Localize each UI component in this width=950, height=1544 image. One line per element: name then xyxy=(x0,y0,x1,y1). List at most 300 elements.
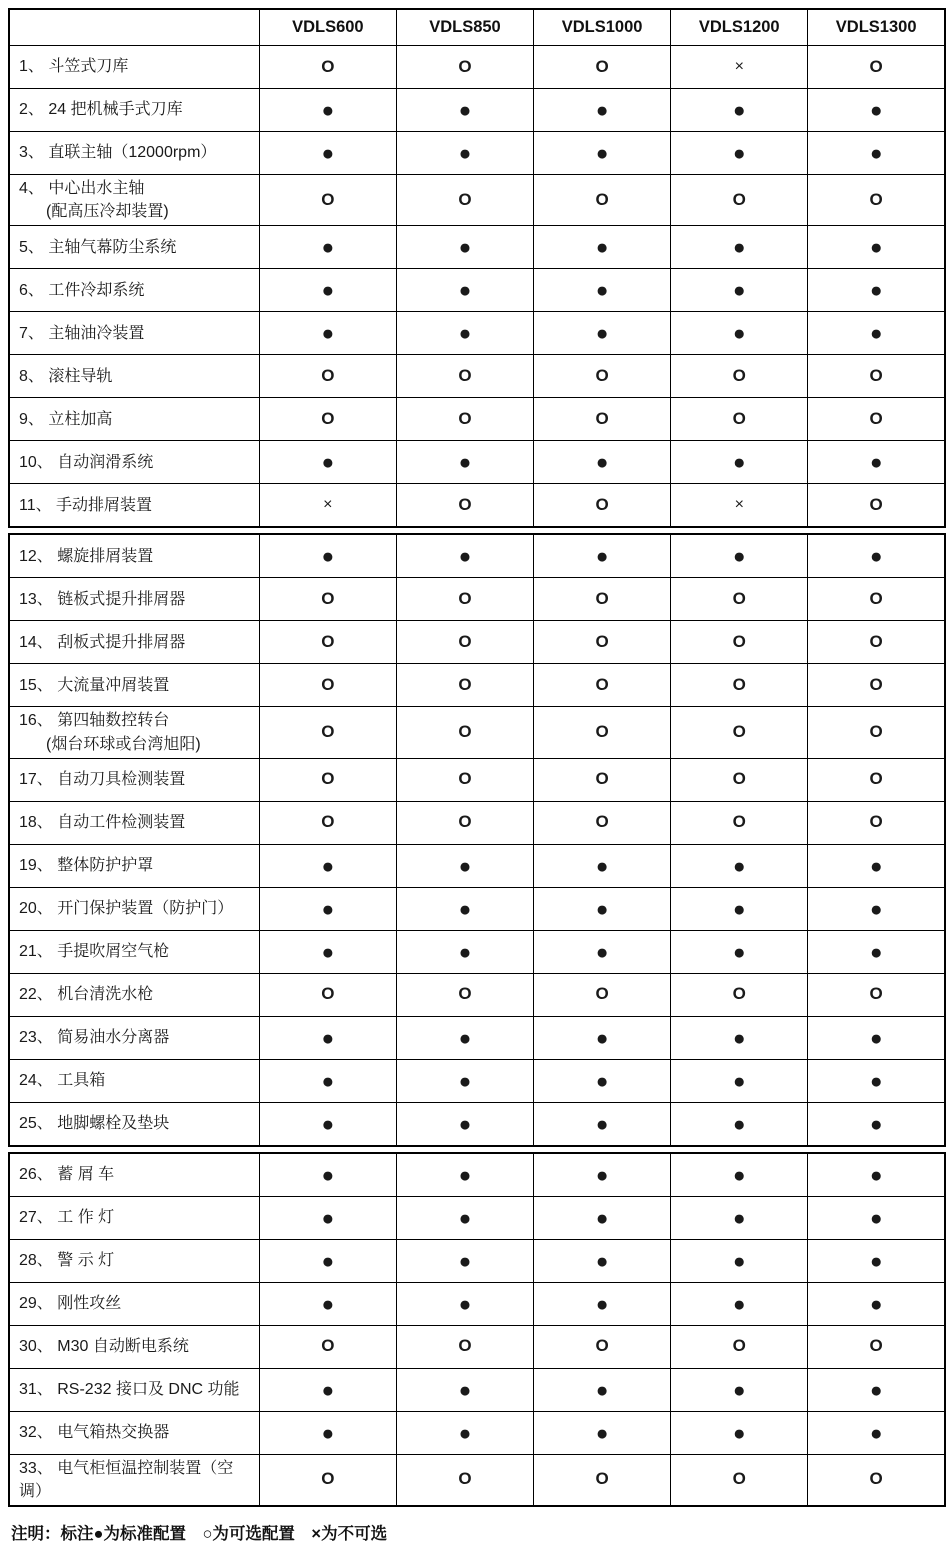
feature-label-cell xyxy=(9,621,259,664)
config-cell xyxy=(671,89,808,132)
optional-config-circle-icon: O xyxy=(321,588,335,608)
optional-config-circle-icon: O xyxy=(595,494,609,514)
config-cell xyxy=(396,578,533,621)
optional-config-circle-icon: O xyxy=(869,588,883,608)
standard-config-dot-icon: ● xyxy=(458,854,472,878)
standard-config-dot-icon: ● xyxy=(458,1292,472,1316)
optional-config-circle-icon: O xyxy=(458,365,472,385)
optional-config-circle-icon: O xyxy=(321,769,335,789)
config-cell xyxy=(259,484,396,528)
table-row xyxy=(9,89,945,132)
config-cell xyxy=(671,1282,808,1325)
optional-config-circle-icon: O xyxy=(595,1336,609,1356)
config-cell xyxy=(396,973,533,1016)
table-row xyxy=(9,226,945,269)
table-row xyxy=(9,132,945,175)
config-cell xyxy=(259,801,396,844)
optional-config-circle-icon: O xyxy=(458,494,472,514)
config-cell xyxy=(534,1239,671,1282)
config-cell xyxy=(808,441,945,484)
config-cell xyxy=(671,1411,808,1454)
table-row xyxy=(9,887,945,930)
feature-label: 8、 滚柱导轨 xyxy=(19,367,113,385)
config-cell xyxy=(808,1239,945,1282)
optional-config-circle-icon: O xyxy=(869,674,883,694)
standard-config-dot-icon: ● xyxy=(732,545,746,569)
optional-config-circle-icon: O xyxy=(458,189,472,209)
config-cell xyxy=(671,1059,808,1102)
standard-config-dot-icon: ● xyxy=(869,1421,883,1445)
header-row xyxy=(9,9,945,46)
feature-label-cell xyxy=(9,1102,259,1146)
not-selectable-cross-icon: × xyxy=(323,496,333,514)
optional-config-circle-icon: O xyxy=(458,408,472,428)
feature-label: 21、 手提吹屑空气枪 xyxy=(19,943,170,961)
config-cell xyxy=(396,46,533,89)
optional-config-circle-icon: O xyxy=(321,1336,335,1356)
table-row xyxy=(9,1059,945,1102)
standard-config-dot-icon: ● xyxy=(321,322,335,346)
config-cell xyxy=(259,269,396,312)
standard-config-dot-icon: ● xyxy=(732,1112,746,1136)
standard-config-dot-icon: ● xyxy=(869,940,883,964)
feature-label-cell xyxy=(9,1454,259,1506)
standard-config-dot-icon: ● xyxy=(321,940,335,964)
standard-config-dot-icon: ● xyxy=(458,1069,472,1093)
feature-label: 5、 主轴气幕防尘系统 xyxy=(19,238,177,256)
optional-config-circle-icon: O xyxy=(732,769,746,789)
standard-config-dot-icon: ● xyxy=(869,1206,883,1230)
standard-config-dot-icon: ● xyxy=(595,1292,609,1316)
config-cell xyxy=(259,46,396,89)
feature-label: 11、 手动排屑装置 xyxy=(19,496,153,514)
standard-config-dot-icon: ● xyxy=(595,1112,609,1136)
standard-config-dot-icon: ● xyxy=(732,279,746,303)
config-cell xyxy=(808,1196,945,1239)
config-cell xyxy=(808,1368,945,1411)
config-cell xyxy=(671,1454,808,1506)
optional-config-circle-icon: O xyxy=(321,408,335,428)
config-cell xyxy=(396,1016,533,1059)
config-cell xyxy=(534,1454,671,1506)
config-cell xyxy=(534,1282,671,1325)
standard-config-dot-icon: ● xyxy=(869,897,883,921)
table-row xyxy=(9,1239,945,1282)
feature-label-cell xyxy=(9,1196,259,1239)
config-cell xyxy=(534,1016,671,1059)
config-cell xyxy=(808,484,945,528)
standard-config-dot-icon: ● xyxy=(595,1206,609,1230)
feature-label-line2: (配高压冷却装置) xyxy=(46,203,169,221)
standard-config-dot-icon: ● xyxy=(595,451,609,475)
standard-config-dot-icon: ● xyxy=(321,236,335,260)
standard-config-dot-icon: ● xyxy=(869,142,883,165)
config-cell xyxy=(534,1102,671,1146)
standard-config-dot-icon: ● xyxy=(595,940,609,964)
config-cell xyxy=(671,1239,808,1282)
config-cell xyxy=(534,1368,671,1411)
config-cell xyxy=(808,707,945,758)
config-cell xyxy=(534,801,671,844)
standard-config-dot-icon: ● xyxy=(732,1378,746,1402)
standard-config-dot-icon: ● xyxy=(595,1249,609,1273)
config-cell xyxy=(534,844,671,887)
config-cell xyxy=(396,707,533,758)
feature-label: 6、 工件冷却系统 xyxy=(19,281,145,299)
config-cell xyxy=(259,973,396,1016)
standard-config-dot-icon: ● xyxy=(869,279,883,303)
config-cell xyxy=(808,930,945,973)
table-row xyxy=(9,578,945,621)
standard-config-dot-icon: ● xyxy=(732,1069,746,1093)
standard-config-dot-icon: ● xyxy=(595,322,609,346)
standard-config-dot-icon: ● xyxy=(595,236,609,260)
config-cell xyxy=(534,1153,671,1197)
optional-config-circle-icon: O xyxy=(458,588,472,608)
optional-config-circle-icon: O xyxy=(732,588,746,608)
optional-config-circle-icon: O xyxy=(321,674,335,694)
feature-label: 22、 机台清洗水枪 xyxy=(19,986,154,1004)
standard-config-dot-icon: ● xyxy=(321,99,335,122)
config-cell xyxy=(671,132,808,175)
standard-config-dot-icon: ● xyxy=(458,1421,472,1445)
standard-config-dot-icon: ● xyxy=(595,1378,609,1402)
optional-config-circle-icon: O xyxy=(595,365,609,385)
standard-config-dot-icon: ● xyxy=(595,545,609,569)
feature-label-cell xyxy=(9,1325,259,1368)
optional-config-circle-icon: O xyxy=(458,1336,472,1356)
feature-label-cell xyxy=(9,175,259,226)
config-cell xyxy=(396,930,533,973)
config-cell xyxy=(396,175,533,226)
standard-config-dot-icon: ● xyxy=(595,142,609,165)
config-cell xyxy=(671,1102,808,1146)
config-cell xyxy=(671,1153,808,1197)
config-cell xyxy=(259,707,396,758)
standard-config-dot-icon: ● xyxy=(732,451,746,475)
feature-label-cell xyxy=(9,355,259,398)
config-cell xyxy=(671,1325,808,1368)
config-cell xyxy=(671,175,808,226)
standard-config-dot-icon: ● xyxy=(321,1421,335,1445)
config-cell xyxy=(808,534,945,578)
optional-config-circle-icon: O xyxy=(595,56,609,76)
optional-config-circle-icon: O xyxy=(595,812,609,832)
standard-config-dot-icon: ● xyxy=(321,279,335,303)
config-cell xyxy=(808,844,945,887)
standard-config-dot-icon: ● xyxy=(732,1206,746,1230)
config-cell xyxy=(808,664,945,707)
config-cell xyxy=(259,578,396,621)
config-cell xyxy=(259,1059,396,1102)
standard-config-dot-icon: ● xyxy=(458,236,472,260)
config-cell xyxy=(808,1454,945,1506)
spec-table-block-2 xyxy=(8,533,946,1146)
config-cell xyxy=(671,441,808,484)
config-cell xyxy=(671,578,808,621)
feature-label-cell xyxy=(9,930,259,973)
table-row xyxy=(9,175,945,226)
config-cell xyxy=(259,226,396,269)
config-cell xyxy=(259,355,396,398)
config-cell xyxy=(534,578,671,621)
config-cell xyxy=(671,269,808,312)
feature-label-cell xyxy=(9,1368,259,1411)
optional-config-circle-icon: O xyxy=(869,984,883,1004)
feature-label-cell xyxy=(9,226,259,269)
standard-config-dot-icon: ● xyxy=(458,1206,472,1230)
optional-config-circle-icon: O xyxy=(595,722,609,742)
standard-config-dot-icon: ● xyxy=(869,322,883,346)
table-row xyxy=(9,46,945,89)
feature-column-header xyxy=(9,9,259,46)
standard-config-dot-icon: ● xyxy=(458,451,472,475)
optional-config-circle-icon: O xyxy=(732,1336,746,1356)
config-cell xyxy=(396,1196,533,1239)
config-cell xyxy=(671,226,808,269)
config-cell xyxy=(259,534,396,578)
feature-label: 4、 中心出水主轴 xyxy=(19,180,145,197)
config-cell xyxy=(259,312,396,355)
optional-config-circle-icon: O xyxy=(458,984,472,1004)
table-row xyxy=(9,664,945,707)
config-cell xyxy=(671,1016,808,1059)
config-cell xyxy=(808,312,945,355)
config-cell xyxy=(534,534,671,578)
feature-label: 2、 24 把机械手式刀库 xyxy=(19,101,183,119)
feature-label: 9、 立柱加高 xyxy=(19,410,113,428)
config-cell xyxy=(808,355,945,398)
feature-label: 12、 螺旋排屑装置 xyxy=(19,547,154,565)
config-cell xyxy=(259,1016,396,1059)
standard-config-dot-icon: ● xyxy=(458,545,472,569)
config-cell xyxy=(259,1411,396,1454)
optional-config-circle-icon: O xyxy=(595,588,609,608)
config-cell xyxy=(259,844,396,887)
standard-config-dot-icon: ● xyxy=(458,322,472,346)
feature-label: 29、 刚性攻丝 xyxy=(19,1295,122,1313)
optional-config-circle-icon: O xyxy=(869,56,883,76)
feature-label-cell xyxy=(9,1153,259,1197)
model-header-vdls1000: VDLS1000 xyxy=(534,9,671,46)
feature-label-cell xyxy=(9,484,259,528)
standard-config-dot-icon: ● xyxy=(869,1112,883,1136)
config-cell xyxy=(534,887,671,930)
feature-label-cell xyxy=(9,312,259,355)
config-cell xyxy=(808,887,945,930)
config-cell xyxy=(808,269,945,312)
config-cell xyxy=(808,46,945,89)
feature-label: 1、 斗笠式刀库 xyxy=(19,58,129,76)
config-cell xyxy=(534,175,671,226)
optional-config-circle-icon: O xyxy=(595,631,609,651)
optional-config-circle-icon: O xyxy=(869,365,883,385)
optional-config-circle-icon: O xyxy=(869,408,883,428)
optional-config-circle-icon: O xyxy=(321,722,335,742)
config-cell xyxy=(808,1102,945,1146)
optional-config-circle-icon: O xyxy=(321,365,335,385)
config-cell xyxy=(808,1153,945,1197)
feature-label-cell xyxy=(9,1239,259,1282)
feature-label-cell xyxy=(9,398,259,441)
optional-config-circle-icon: O xyxy=(458,56,472,76)
config-cell xyxy=(534,707,671,758)
feature-label-cell xyxy=(9,89,259,132)
config-cell xyxy=(808,973,945,1016)
feature-label-cell xyxy=(9,758,259,801)
config-cell xyxy=(671,664,808,707)
config-cell xyxy=(259,175,396,226)
config-cell xyxy=(396,398,533,441)
table-row xyxy=(9,707,945,758)
standard-config-dot-icon: ● xyxy=(732,854,746,878)
standard-config-dot-icon: ● xyxy=(595,1163,609,1187)
config-cell xyxy=(396,269,533,312)
standard-config-dot-icon: ● xyxy=(595,279,609,303)
config-cell xyxy=(396,312,533,355)
config-cell xyxy=(396,844,533,887)
table-row xyxy=(9,973,945,1016)
standard-config-dot-icon: ● xyxy=(732,940,746,964)
optional-config-circle-icon: O xyxy=(869,494,883,514)
standard-config-dot-icon: ● xyxy=(321,1249,335,1273)
config-cell xyxy=(396,621,533,664)
table-row xyxy=(9,758,945,801)
feature-label-cell xyxy=(9,269,259,312)
config-cell xyxy=(396,1325,533,1368)
spec-table-block-1 xyxy=(8,8,946,528)
optional-config-circle-icon: O xyxy=(732,631,746,651)
standard-config-dot-icon: ● xyxy=(869,1069,883,1093)
config-cell xyxy=(396,89,533,132)
optional-config-circle-icon: O xyxy=(732,365,746,385)
feature-label: 3、 直联主轴（12000rpm） xyxy=(19,144,217,162)
feature-label-cell xyxy=(9,46,259,89)
config-cell xyxy=(808,89,945,132)
feature-label-cell xyxy=(9,441,259,484)
table-row xyxy=(9,484,945,528)
config-cell xyxy=(396,1368,533,1411)
config-cell xyxy=(671,398,808,441)
table-row xyxy=(9,398,945,441)
feature-label: 25、 地脚螺栓及垫块 xyxy=(19,1115,170,1133)
feature-label: 32、 电气箱热交换器 xyxy=(19,1424,170,1442)
optional-config-circle-icon: O xyxy=(732,674,746,694)
optional-config-circle-icon: O xyxy=(732,189,746,209)
config-cell xyxy=(671,534,808,578)
optional-config-circle-icon: O xyxy=(869,722,883,742)
standard-config-dot-icon: ● xyxy=(595,99,609,122)
optional-config-circle-icon: O xyxy=(321,984,335,1004)
optional-config-circle-icon: O xyxy=(595,189,609,209)
feature-label-cell xyxy=(9,534,259,578)
config-cell xyxy=(534,758,671,801)
config-cell xyxy=(534,973,671,1016)
feature-label-cell xyxy=(9,664,259,707)
config-cell xyxy=(534,269,671,312)
standard-config-dot-icon: ● xyxy=(458,1026,472,1050)
feature-label: 14、 刮板式提升排屑器 xyxy=(19,633,186,651)
standard-config-dot-icon: ● xyxy=(321,1163,335,1187)
standard-config-dot-icon: ● xyxy=(869,1292,883,1316)
config-cell xyxy=(671,844,808,887)
optional-config-circle-icon: O xyxy=(321,56,335,76)
standard-config-dot-icon: ● xyxy=(732,1026,746,1050)
config-cell xyxy=(671,973,808,1016)
config-cell xyxy=(396,1411,533,1454)
config-cell xyxy=(396,534,533,578)
table-row xyxy=(9,355,945,398)
standard-config-dot-icon: ● xyxy=(732,1163,746,1187)
config-cell xyxy=(396,801,533,844)
config-cell xyxy=(671,484,808,528)
standard-config-dot-icon: ● xyxy=(869,236,883,260)
standard-config-dot-icon: ● xyxy=(321,1069,335,1093)
not-selectable-cross-icon: × xyxy=(734,496,744,514)
optional-config-circle-icon: O xyxy=(869,1336,883,1356)
config-cell xyxy=(808,1282,945,1325)
optional-config-circle-icon: O xyxy=(458,674,472,694)
standard-config-dot-icon: ● xyxy=(732,897,746,921)
table-row xyxy=(9,621,945,664)
feature-label: 16、 第四轴数控转台 xyxy=(19,712,170,730)
standard-config-dot-icon: ● xyxy=(595,897,609,921)
feature-label-cell xyxy=(9,1282,259,1325)
feature-label: 13、 链板式提升排屑器 xyxy=(19,590,186,608)
standard-config-dot-icon: ● xyxy=(595,854,609,878)
optional-config-circle-icon: O xyxy=(869,1469,883,1489)
standard-config-dot-icon: ● xyxy=(458,1163,472,1187)
config-cell xyxy=(259,1239,396,1282)
model-header-vdls600: VDLS600 xyxy=(259,9,396,46)
optional-config-circle-icon: O xyxy=(458,769,472,789)
optional-config-circle-icon: O xyxy=(595,769,609,789)
config-cell xyxy=(808,1325,945,1368)
optional-config-circle-icon: O xyxy=(595,674,609,694)
standard-config-dot-icon: ● xyxy=(869,1163,883,1187)
feature-label-cell xyxy=(9,578,259,621)
feature-label: 17、 自动刀具检测装置 xyxy=(19,771,186,789)
standard-config-dot-icon: ● xyxy=(458,279,472,303)
config-cell xyxy=(671,758,808,801)
optional-config-circle-icon: O xyxy=(458,722,472,742)
optional-config-circle-icon: O xyxy=(732,408,746,428)
table-row xyxy=(9,312,945,355)
config-cell xyxy=(396,1282,533,1325)
standard-config-dot-icon: ● xyxy=(732,1421,746,1445)
feature-label-cell xyxy=(9,1016,259,1059)
standard-config-dot-icon: ● xyxy=(321,1378,335,1402)
feature-label: 15、 大流量冲屑装置 xyxy=(19,676,170,694)
feature-label-cell xyxy=(9,1411,259,1454)
config-cell xyxy=(259,758,396,801)
config-cell xyxy=(671,1368,808,1411)
standard-config-dot-icon: ● xyxy=(869,545,883,569)
model-header-vdls1200: VDLS1200 xyxy=(671,9,808,46)
standard-config-dot-icon: ● xyxy=(732,1249,746,1273)
config-cell xyxy=(671,621,808,664)
table-row xyxy=(9,844,945,887)
standard-config-dot-icon: ● xyxy=(869,99,883,122)
not-selectable-cross-icon: × xyxy=(734,58,744,75)
standard-config-dot-icon: ● xyxy=(595,1026,609,1050)
config-cell xyxy=(671,887,808,930)
table-row xyxy=(9,269,945,312)
config-cell xyxy=(671,1196,808,1239)
standard-config-dot-icon: ● xyxy=(458,99,472,122)
optional-config-circle-icon: O xyxy=(595,408,609,428)
config-cell xyxy=(396,1153,533,1197)
